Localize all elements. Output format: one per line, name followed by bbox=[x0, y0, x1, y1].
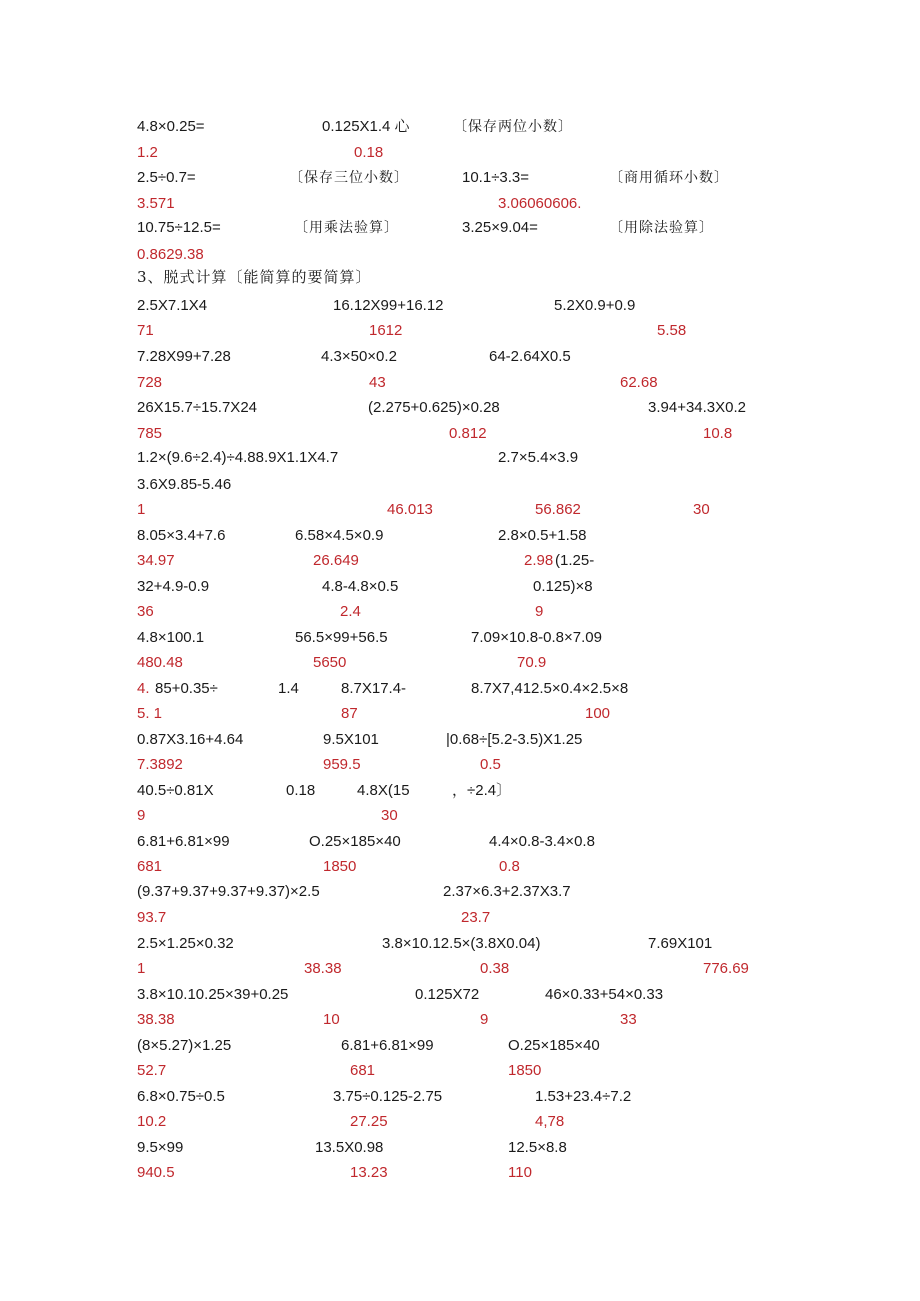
answer-text: 38.38 bbox=[304, 960, 342, 977]
answer-text: 4. bbox=[137, 680, 150, 697]
answer-text: 728 bbox=[137, 374, 163, 391]
expression-text: 10.1÷3.3= bbox=[462, 169, 530, 186]
answer-text: 0.812 bbox=[449, 425, 487, 442]
answer-text: 36 bbox=[137, 603, 154, 620]
answer-text: 9 bbox=[480, 1011, 489, 1028]
expression-text: 7.69X101 bbox=[648, 935, 713, 952]
expression-text: 4.4×0.8-3.4×0.8 bbox=[489, 833, 595, 850]
answer-text: 0.8629.38 bbox=[137, 246, 204, 263]
answer-text: 5.58 bbox=[657, 322, 687, 339]
expression-text: 2.5X7.1X4 bbox=[137, 297, 208, 314]
answer-text: 4,78 bbox=[535, 1113, 565, 1130]
expression-text: 6.58×4.5×0.9 bbox=[295, 527, 384, 544]
expression-text: (2.275+0.625)×0.28 bbox=[368, 399, 500, 416]
expression-text: 0.125X1.4 心 bbox=[322, 118, 410, 135]
expression-text: 8.7X7,412.5×0.4×2.5×8 bbox=[471, 680, 629, 697]
expression-text: 3.8×10.12.5×(3.8X0.04) bbox=[382, 935, 541, 952]
expression-text: ，÷2.4〕 bbox=[452, 782, 512, 799]
answer-text: 46.013 bbox=[387, 501, 433, 518]
expression-text: 46×0.33+54×0.33 bbox=[545, 986, 664, 1003]
answer-text: 87 bbox=[341, 705, 358, 722]
expression-text: 3.25×9.04= bbox=[462, 219, 538, 236]
answer-text: 776.69 bbox=[703, 960, 749, 977]
answer-text: 7.3892 bbox=[137, 756, 183, 773]
instruction-note: 〔保存三位小数〕 bbox=[289, 170, 409, 186]
answer-text: 0.8 bbox=[499, 858, 520, 875]
section-heading: 3、脱式计算〔能简算的要简算〕 bbox=[137, 268, 372, 286]
instruction-note: 〔用乘法验算〕 bbox=[294, 220, 399, 236]
answer-text: 10.2 bbox=[137, 1113, 167, 1130]
instruction-note: 〔保存两位小数〕 bbox=[453, 119, 573, 135]
answer-text: 3.06060606. bbox=[498, 195, 582, 212]
expression-text: 2.5×1.25×0.32 bbox=[137, 935, 234, 952]
expression-text: 26X15.7÷15.7X24 bbox=[137, 399, 257, 416]
answer-text: 0.18 bbox=[354, 144, 384, 161]
expression-text: 6.81+6.81×99 bbox=[137, 833, 230, 850]
expression-text: 7.09×10.8-0.8×7.09 bbox=[471, 629, 602, 646]
expression-text: 2.5÷0.7= bbox=[137, 169, 196, 186]
answer-text: 480.48 bbox=[137, 654, 183, 671]
expression-text: 6.81+6.81×99 bbox=[341, 1037, 434, 1054]
expression-text: 2.37×6.3+2.37X3.7 bbox=[443, 883, 571, 900]
answer-text: 785 bbox=[137, 425, 163, 442]
answer-text: 1 bbox=[137, 501, 146, 518]
expression-text: 85+0.35÷ bbox=[155, 680, 218, 697]
expression-text: 3.6X9.85-5.46 bbox=[137, 476, 232, 493]
answer-text: 52.7 bbox=[137, 1062, 167, 1079]
expression-text: (1.25- bbox=[555, 552, 595, 569]
answer-text: 43 bbox=[369, 374, 386, 391]
answer-text: 1850 bbox=[323, 858, 357, 875]
expression-text: 1.53+23.4÷7.2 bbox=[535, 1088, 632, 1105]
expression-text: 4.3×50×0.2 bbox=[321, 348, 397, 365]
expression-text: 13.5X0.98 bbox=[315, 1139, 384, 1156]
expression-text: (9.37+9.37+9.37+9.37)×2.5 bbox=[137, 883, 320, 900]
expression-text: 4.8-4.8×0.5 bbox=[322, 578, 399, 595]
answer-text: 959.5 bbox=[323, 756, 361, 773]
answer-text: 70.9 bbox=[517, 654, 547, 671]
expression-text: 0.125)×8 bbox=[533, 578, 593, 595]
answer-text: 0.5 bbox=[480, 756, 501, 773]
expression-text: 3.8×10.10.25×39+0.25 bbox=[137, 986, 289, 1003]
answer-text: 30 bbox=[693, 501, 710, 518]
answer-text: 9 bbox=[137, 807, 146, 824]
expression-text: 8.7X17.4- bbox=[341, 680, 407, 697]
answer-text: 1 bbox=[137, 960, 146, 977]
answer-text: 10 bbox=[323, 1011, 340, 1028]
expression-text: 32+4.9-0.9 bbox=[137, 578, 210, 595]
expression-text: 0.18 bbox=[286, 782, 316, 799]
expression-text: 0.125X72 bbox=[415, 986, 480, 1003]
answer-text: 13.23 bbox=[350, 1164, 388, 1181]
answer-text: 27.25 bbox=[350, 1113, 388, 1130]
answer-text: 33 bbox=[620, 1011, 637, 1028]
answer-text: 940.5 bbox=[137, 1164, 175, 1181]
answer-text: 23.7 bbox=[461, 909, 491, 926]
expression-text: 2.8×0.5+1.58 bbox=[498, 527, 587, 544]
answer-text: 2.98 bbox=[524, 552, 554, 569]
answer-text: 5650 bbox=[313, 654, 347, 671]
answer-text: 38.38 bbox=[137, 1011, 175, 1028]
answer-text: 681 bbox=[350, 1062, 376, 1079]
answer-text: 100 bbox=[585, 705, 611, 722]
answer-text: 26.649 bbox=[313, 552, 359, 569]
instruction-note: 〔用除法验算〕 bbox=[609, 220, 714, 236]
answer-text: 62.68 bbox=[620, 374, 658, 391]
expression-text: 64-2.64X0.5 bbox=[489, 348, 571, 365]
answer-text: 2.4 bbox=[340, 603, 361, 620]
expression-text: 3.94+34.3X0.2 bbox=[648, 399, 747, 416]
answer-text: 0.38 bbox=[480, 960, 510, 977]
expression-text: 9.5×99 bbox=[137, 1139, 184, 1156]
expression-text: 3.75÷0.125-2.75 bbox=[333, 1088, 443, 1105]
answer-text: 10.8 bbox=[703, 425, 733, 442]
expression-text: 56.5×99+56.5 bbox=[295, 629, 388, 646]
answer-text: 1612 bbox=[369, 322, 403, 339]
expression-text: 4.8×100.1 bbox=[137, 629, 205, 646]
expression-text: 2.7×5.4×3.9 bbox=[498, 449, 579, 466]
answer-text: 1850 bbox=[508, 1062, 542, 1079]
expression-text: 6.8×0.75÷0.5 bbox=[137, 1088, 225, 1105]
expression-text: |0.68÷[5.2-3.5)X1.25 bbox=[446, 731, 583, 748]
expression-text: 40.5÷0.81X bbox=[137, 782, 214, 799]
answer-text: 681 bbox=[137, 858, 163, 875]
answer-text: 34.97 bbox=[137, 552, 175, 569]
expression-text: 4.8×0.25= bbox=[137, 118, 205, 135]
answer-text: 93.7 bbox=[137, 909, 167, 926]
expression-text: 12.5×8.8 bbox=[508, 1139, 567, 1156]
expression-text: O.25×185×40 bbox=[508, 1037, 600, 1054]
expression-text: 1.2×(9.6÷2.4)÷4.88.9X1.1X4.7 bbox=[137, 449, 339, 466]
answer-text: 56.862 bbox=[535, 501, 581, 518]
answer-text: 71 bbox=[137, 322, 154, 339]
expression-text: 0.87X3.16+4.64 bbox=[137, 731, 244, 748]
answer-text: 5. 1 bbox=[137, 705, 163, 722]
expression-text: 5.2X0.9+0.9 bbox=[554, 297, 636, 314]
expression-text: 8.05×3.4+7.6 bbox=[137, 527, 226, 544]
answer-text: 3.571 bbox=[137, 195, 175, 212]
answer-text: 9 bbox=[535, 603, 544, 620]
expression-text: 10.75÷12.5= bbox=[137, 219, 221, 236]
expression-text: 1.4 bbox=[278, 680, 299, 697]
expression-text: 7.28X99+7.28 bbox=[137, 348, 231, 365]
expression-text: O.25×185×40 bbox=[309, 833, 401, 850]
instruction-note: 〔商用循环小数〕 bbox=[609, 170, 729, 186]
expression-text: 16.12X99+16.12 bbox=[333, 297, 444, 314]
answer-text: 1.2 bbox=[137, 144, 158, 161]
answer-text: 110 bbox=[508, 1164, 532, 1181]
answer-text: 30 bbox=[381, 807, 398, 824]
expression-text: 9.5X101 bbox=[323, 731, 379, 748]
expression-text: (8×5.27)×1.25 bbox=[137, 1037, 232, 1054]
expression-text: 4.8X(15 bbox=[357, 782, 410, 799]
